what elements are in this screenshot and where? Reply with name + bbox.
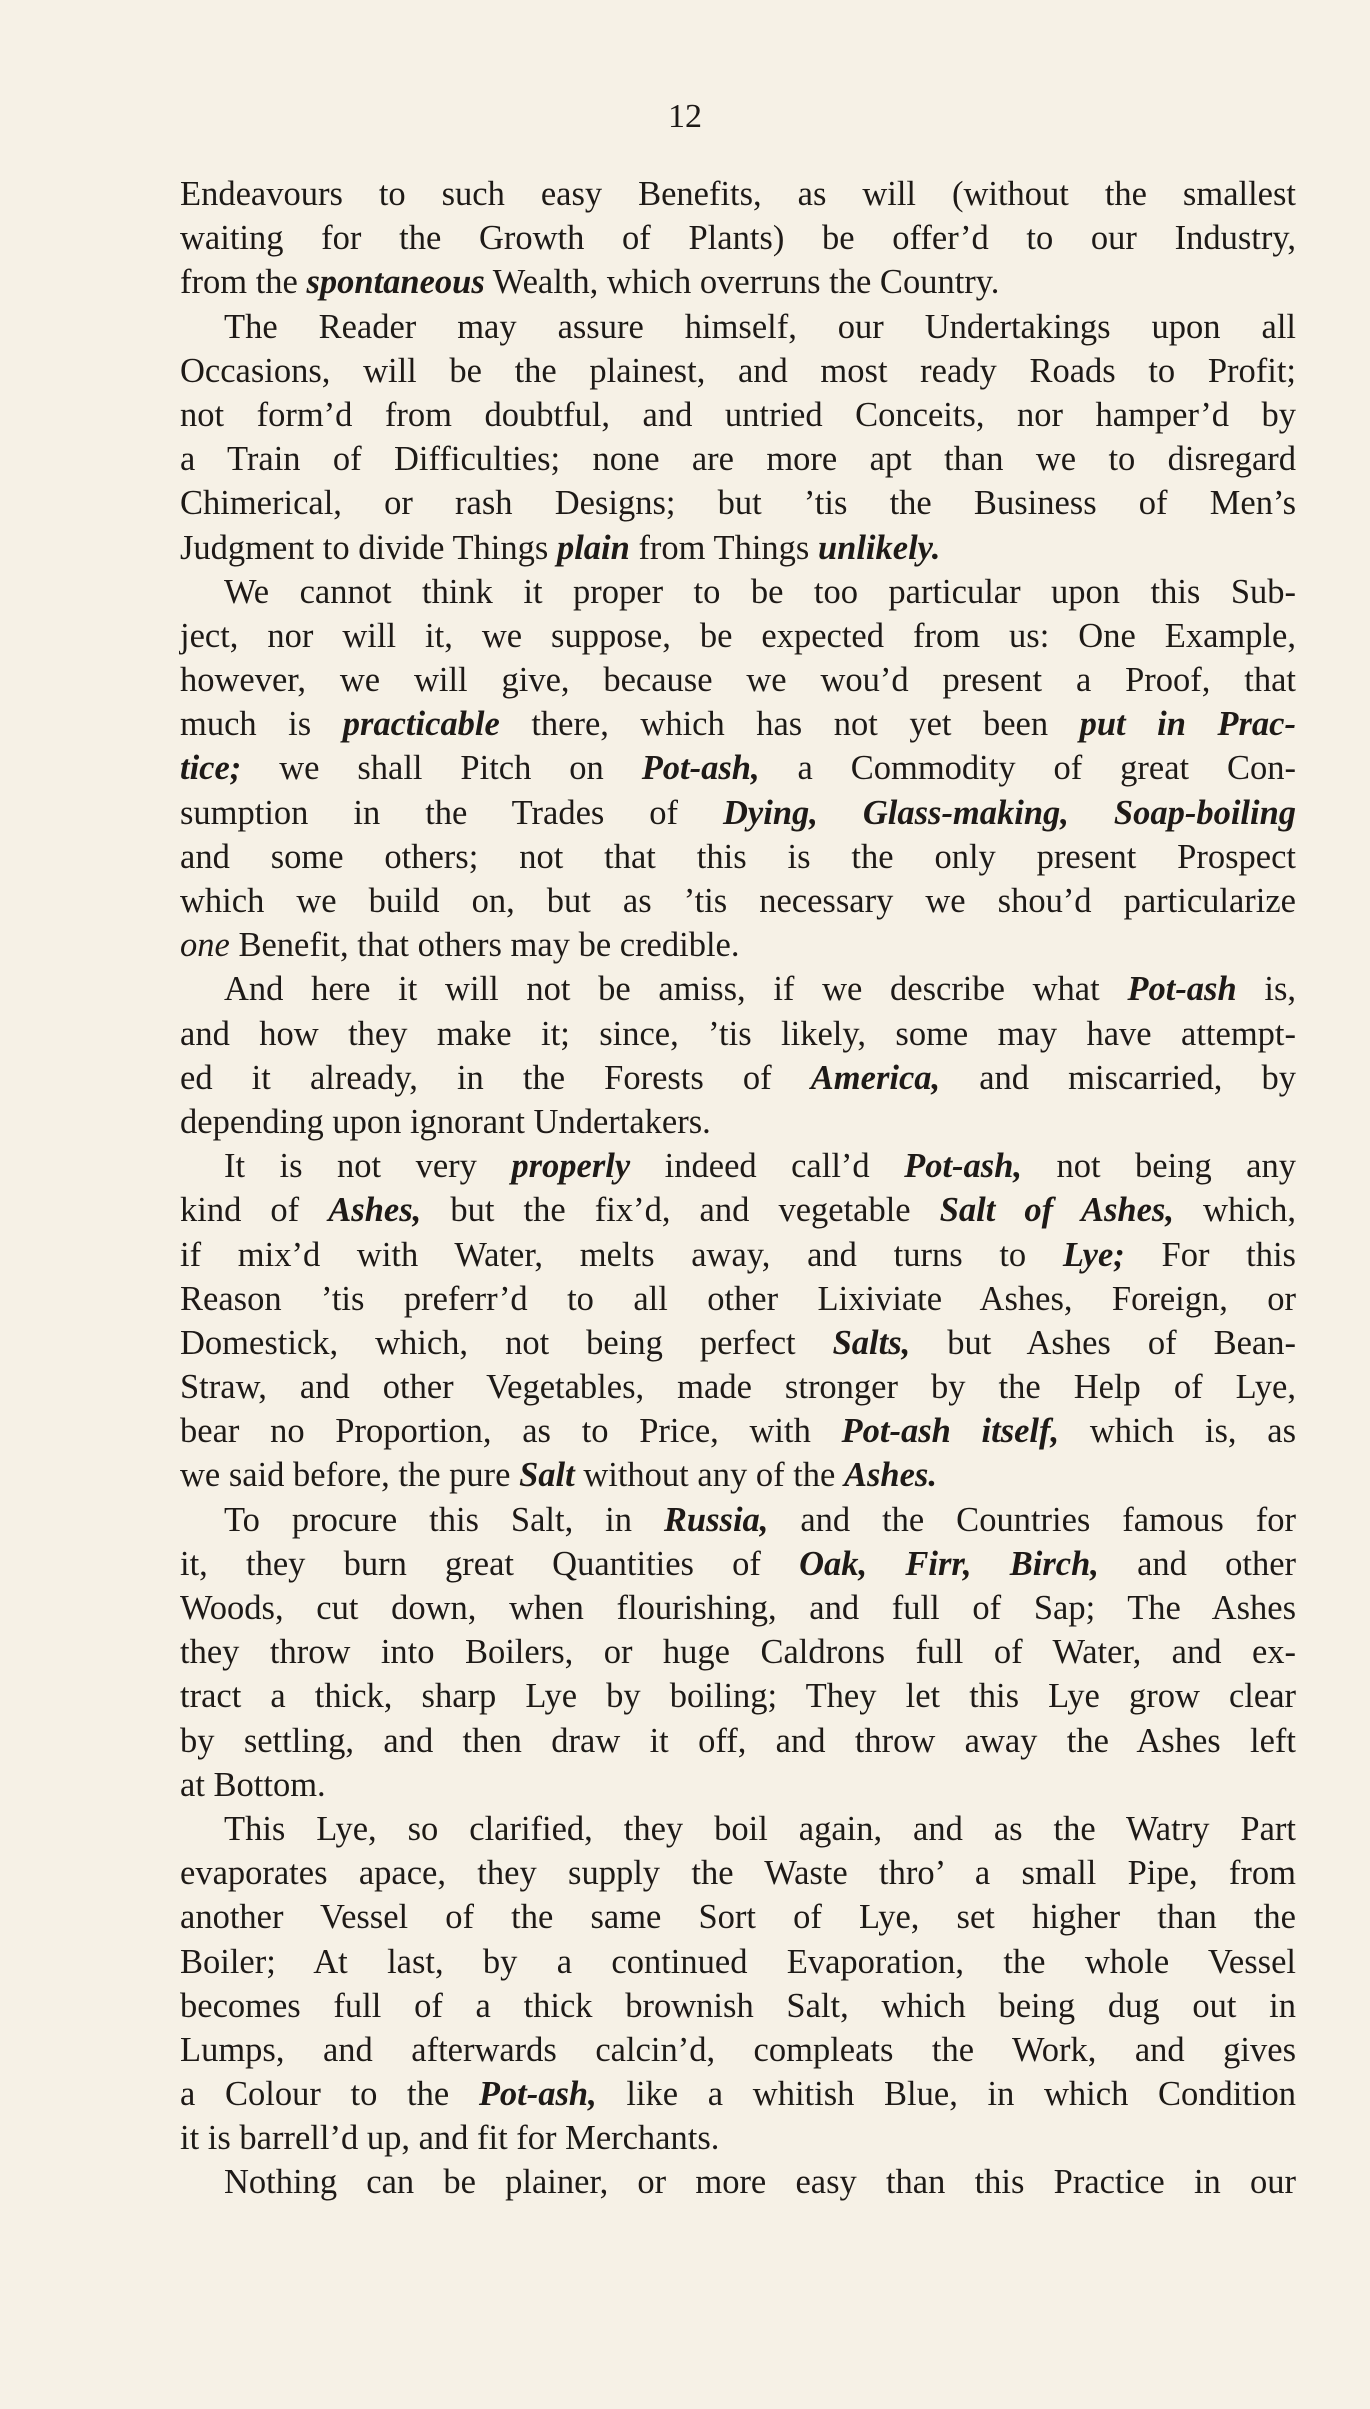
- text-run: Reason ’tis preferr’d to all other Lixiviate Ashes, Foreign, or: [180, 1279, 1296, 1318]
- text-run: evaporates apace, they supply the Waste thro’ a small Pipe, from: [180, 1854, 1296, 1893]
- emphasized-text: Ashes.: [843, 1456, 937, 1495]
- text-line: [180, 1409, 1296, 1453]
- text-run: [972, 1545, 1010, 1583]
- text-line: [180, 1498, 1296, 1542]
- text-line: [180, 658, 1296, 702]
- text-line: [180, 879, 1296, 923]
- emphasized-text: America,: [810, 1058, 941, 1097]
- text-line: [180, 1807, 1296, 1851]
- text-run: which,: [1173, 1191, 1296, 1230]
- text-line: [180, 702, 1296, 746]
- text-line: [180, 526, 1296, 570]
- emphasized-text: Soap-boiling: [1113, 793, 1297, 832]
- text-run: a Train of Difficulties; none are more apt than we to disregard: [180, 440, 1296, 479]
- text-run: Wealth, which overruns the Country.: [484, 263, 1000, 302]
- text-run: like a whitish Blue, in which Condition: [596, 2075, 1297, 2114]
- page-number: 12: [668, 98, 702, 135]
- text-line: [180, 1940, 1296, 1984]
- text-line: [180, 791, 1296, 835]
- text-run: much is: [180, 705, 343, 744]
- text-line: [180, 1674, 1296, 1718]
- emphasized-text: Salt: [519, 1456, 575, 1495]
- text-line: [180, 437, 1296, 481]
- text-run: ject, nor will it, we suppose, be expected from us: One Example,: [180, 616, 1296, 655]
- text-run: there, which has not yet been: [499, 705, 1080, 744]
- text-run: is,: [1236, 970, 1297, 1009]
- text-run: Domestick, which, not being perfect: [180, 1323, 833, 1362]
- text-run: It is not very: [224, 1147, 512, 1186]
- body-text: [180, 172, 1296, 2205]
- text-line: [180, 1763, 1296, 1807]
- text-run: we said before, the pure: [180, 1456, 520, 1495]
- text-run: ed it already, in the Forests of: [180, 1058, 811, 1097]
- text-run: Endeavours to such easy Benefits, as will (without the smallest: [180, 175, 1296, 213]
- text-line: [180, 1851, 1296, 1895]
- text-run: at Bottom.: [180, 1765, 326, 1804]
- emphasized-text: properly: [511, 1147, 631, 1186]
- emphasized-text: Salt of Ashes,: [939, 1191, 1174, 1230]
- emphasized-text: unlikely.: [817, 528, 941, 567]
- text-run: bear no Proportion, as to Price, with: [180, 1412, 842, 1451]
- text-run: [1069, 794, 1114, 832]
- text-run: Woods, cut down, when flourishing, and full of Sap; The Ashes: [180, 1589, 1296, 1627]
- text-run: and some others; not that this is the only present Prospect: [180, 837, 1296, 876]
- text-run: if mix’d with Water, melts away, and turns to: [180, 1235, 1063, 1274]
- text-run: a Colour to the: [180, 2075, 479, 2114]
- text-line: [180, 746, 1296, 790]
- emphasized-text: Glass-making,: [862, 793, 1069, 832]
- text-run: not being any: [1022, 1147, 1296, 1186]
- text-line: [180, 614, 1296, 658]
- text-run: from the: [180, 263, 307, 302]
- emphasized-text: one: [180, 926, 230, 965]
- text-run: For this: [1124, 1235, 1296, 1274]
- text-run: another Vessel of the same Sort of Lye, set higher than the: [180, 1898, 1296, 1937]
- text-run: which is, as: [1059, 1412, 1296, 1451]
- text-run: waiting for the Growth of Plants) be offer’d to our Industry,: [180, 219, 1296, 258]
- text-run: Straw, and other Vegetables, made stronger by the Help of Lye,: [180, 1368, 1296, 1407]
- text-line: [180, 172, 1296, 216]
- text-run: we shall Pitch on: [241, 749, 642, 788]
- text-line: [180, 1453, 1296, 1497]
- text-run: tract a thick, sharp Lye by boiling; They let this Lye grow clear: [180, 1677, 1296, 1716]
- emphasized-text: Russia,: [663, 1500, 769, 1539]
- text-line: [180, 1321, 1296, 1365]
- emphasized-text: Pot-ash,: [904, 1147, 1023, 1186]
- text-run: To procure this Salt, in: [224, 1500, 664, 1539]
- text-line: [180, 393, 1296, 437]
- text-line: [180, 1277, 1296, 1321]
- text-line: [180, 1984, 1296, 2028]
- text-run: sumption in the Trades of: [180, 793, 723, 832]
- emphasized-text: Pot-ash,: [641, 749, 760, 788]
- text-run: without any of the: [574, 1456, 844, 1495]
- emphasized-text: Birch,: [1009, 1544, 1099, 1583]
- text-run: they throw into Boilers, or huge Caldrons full of Water, and ex-: [180, 1633, 1296, 1672]
- text-line: [180, 1012, 1296, 1056]
- text-run: it is barrell’d up, and fit for Merchants.: [180, 2119, 720, 2158]
- emphasized-text: Oak,: [799, 1544, 868, 1583]
- text-line: [180, 1100, 1296, 1144]
- text-line: [180, 1365, 1296, 1409]
- text-line: [180, 305, 1296, 349]
- text-run: This Lye, so clarified, they boil again, and as the Watry Part: [224, 1809, 1296, 1848]
- text-run: and the Countries famous for: [768, 1500, 1296, 1539]
- emphasized-text: spontaneous: [306, 263, 485, 302]
- text-line: [180, 1144, 1296, 1188]
- text-run: and other: [1098, 1544, 1297, 1583]
- text-line: [180, 967, 1296, 1011]
- emphasized-text: practicable: [342, 705, 500, 744]
- text-line: [180, 835, 1296, 879]
- text-line: [180, 216, 1296, 260]
- text-run: The Reader may assure himself, our Undertakings upon all: [224, 307, 1296, 346]
- emphasized-text: Lye;: [1062, 1235, 1125, 1274]
- emphasized-text: plain: [556, 528, 630, 567]
- text-run: it, they burn great Quantities of: [180, 1544, 800, 1583]
- text-run: Benefit, that others may be credible.: [229, 926, 740, 965]
- text-run: [867, 1545, 905, 1583]
- text-run: from Things: [629, 528, 818, 567]
- text-run: and how they make it; since, ’tis likely, some may have attempt-: [180, 1014, 1296, 1053]
- text-run: [818, 794, 863, 832]
- text-line: [180, 1056, 1296, 1100]
- text-run: Judgment to divide Things: [180, 528, 557, 567]
- text-run: a Commodity of great Con-: [759, 749, 1297, 788]
- text-run: which we build on, but as ’tis necessary we shou’d particularize: [180, 882, 1296, 920]
- text-line: [180, 2028, 1296, 2072]
- text-line: [180, 349, 1296, 393]
- text-line: [180, 2160, 1296, 2204]
- text-run: becomes full of a thick brownish Salt, which being dug out in: [180, 1986, 1296, 2025]
- emphasized-text: Pot-ash,: [478, 2075, 597, 2114]
- text-line: [180, 570, 1296, 614]
- text-run: Chimerical, or rash Designs; but ’tis the Business of Men’s: [180, 484, 1296, 523]
- text-run: Occasions, will be the plainest, and most ready Roads to Profit;: [180, 351, 1296, 390]
- emphasized-text: put in Prac-: [1079, 705, 1296, 744]
- emphasized-text: Pot-ash: [1127, 970, 1237, 1009]
- text-line: [180, 1895, 1296, 1939]
- text-run: but the fix’d, and vegetable: [421, 1191, 940, 1230]
- emphasized-text: Ashes,: [328, 1191, 422, 1230]
- text-run: but Ashes of Bean-: [910, 1323, 1296, 1362]
- text-line: [180, 2072, 1296, 2116]
- text-run: We cannot think it proper to be too particular upon this Sub-: [224, 572, 1296, 611]
- text-line: [180, 1719, 1296, 1763]
- text-run: however, we will give, because we wou’d present a Proof, that: [180, 661, 1296, 700]
- emphasized-text: Dying,: [723, 793, 818, 832]
- text-run: Boiler; At last, by a continued Evaporation, the whole Vessel: [180, 1942, 1296, 1981]
- text-line: [180, 481, 1296, 525]
- text-run: indeed call’d: [630, 1147, 905, 1186]
- text-line: [180, 1188, 1296, 1232]
- emphasized-text: Firr,: [905, 1544, 972, 1583]
- emphasized-text: Pot-ash itself,: [841, 1412, 1060, 1451]
- text-line: [180, 260, 1296, 304]
- text-line: [180, 1542, 1296, 1586]
- text-run: And here it will not be amiss, if we describe what: [224, 970, 1128, 1009]
- text-line: [180, 1630, 1296, 1674]
- text-run: Nothing can be plainer, or more easy than this Practice in our: [224, 2163, 1296, 2202]
- text-run: by settling, and then draw it off, and throw away the Ashes left: [180, 1721, 1296, 1760]
- text-line: [180, 2116, 1296, 2160]
- text-run: not form’d from doubtful, and untried Conceits, nor hamper’d by: [180, 395, 1296, 434]
- text-line: [180, 1233, 1296, 1277]
- emphasized-text: tice;: [180, 749, 242, 788]
- emphasized-text: Salts,: [832, 1323, 911, 1362]
- text-line: [180, 1586, 1296, 1630]
- text-run: depending upon ignorant Undertakers.: [180, 1102, 711, 1141]
- text-run: Lumps, and afterwards calcin’d, compleats the Work, and gives: [180, 2030, 1296, 2069]
- text-run: kind of: [180, 1191, 329, 1230]
- text-run: and miscarried, by: [940, 1058, 1296, 1097]
- text-line: [180, 923, 1296, 967]
